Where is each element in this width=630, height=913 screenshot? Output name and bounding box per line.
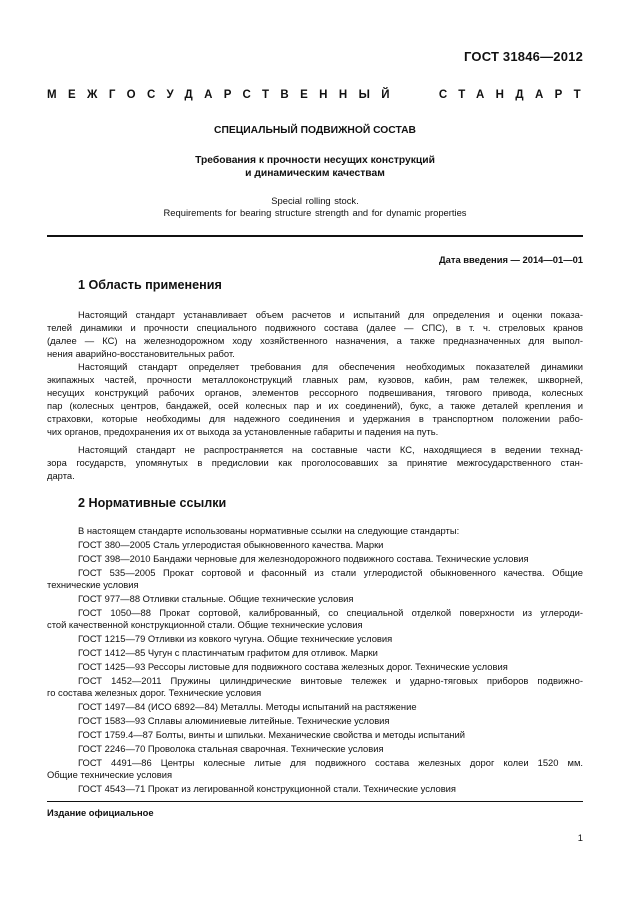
section-1-line: Настоящий стандарт не распространяется на составные части КС, находящиеся в ведении технад- <box>78 444 583 455</box>
standard-word-interstate: МЕЖГОСУДАРСТВЕННЫЙ <box>47 89 401 101</box>
reference-item: ГОСТ 2246—70 Проволока стальная сварочная. Технические условия <box>78 743 384 754</box>
reference-item-continuation: го состава железных дорог. Технические условия <box>47 687 262 698</box>
english-title-line-2: Requirements for bearing structure strength and for dynamic properties <box>163 207 467 218</box>
section-2-heading: 2 Нормативные ссылки <box>78 496 227 510</box>
page-number: 1 <box>577 832 583 843</box>
section-1-line: чих органов, предохранения их от выхода за установленные габариты и падения на путь. <box>47 426 439 437</box>
reference-item: ГОСТ 1425—93 Рессоры листовые для подвижного состава железных дорог. Технические условия <box>78 661 508 672</box>
reference-item: ГОСТ 1215—79 Отливки из ковкого чугуна. Общие технические условия <box>78 633 393 644</box>
section-2-line: В настоящем стандарте использованы нормативные ссылки на следующие стандарты: <box>78 525 460 536</box>
edition-label: Издание официальное <box>47 807 154 818</box>
reference-item: ГОСТ 1583—93 Сплавы алюминиевые литейные. Технические условия <box>78 715 390 726</box>
section-1-line: страховки, которые необходимы для надежного соединения и удержания в транспортном положении рабо- <box>47 413 583 424</box>
section-1-line: экипажных частей, прочности металлоконструкций главных рам, кузовов, кабин, рам тележек, шкворней, <box>47 374 583 385</box>
reference-item: ГОСТ 1412—85 Чугун с пластинчатым графитом для отливок. Марки <box>78 647 378 658</box>
section-1-line: нения аварийно-восстановительных работ. <box>47 348 235 359</box>
introduction-date: Дата введения — 2014—01—01 <box>438 254 583 265</box>
standard-type-line <box>47 89 592 101</box>
section-1-heading: 1 Область применения <box>78 278 222 292</box>
section-1-line: несущих конструкций рабочих органов, элементов рессорного подвешивания, тягового привода, колесных <box>47 387 583 398</box>
document-code: ГОСТ 31846—2012 <box>464 49 583 64</box>
reference-item: ГОСТ 4491—86 Центры колесные литые для подвижного состава железных дорог колеи 1520 мм. <box>78 757 583 768</box>
section-1-line: пар (колесных центров, бандажей, осей колесных пар и их соединений), букс, а также деталей крепления и <box>47 400 583 411</box>
reference-item: ГОСТ 398—2010 Бандажи черновые для железнодорожного подвижного состава. Технические условия <box>78 553 529 564</box>
section-1-line: дарта. <box>47 470 75 481</box>
section-1-line: Настоящий стандарт определяет требования для обеспечения необходимых показателей динамики <box>78 361 583 372</box>
reference-item-continuation: технические условия <box>47 579 139 590</box>
section-1-line: телей динамики и прочности специального подвижного состава (далее — СПС), в т. ч. стреловых кранов <box>47 322 583 333</box>
reference-item: ГОСТ 1050—88 Прокат сортовой, калиброванный, со специальной отделкой поверхности из углероди- <box>78 607 583 618</box>
document-subtitle-line-1: Требования к прочности несущих конструкций <box>195 155 435 166</box>
section-1-line: зора государств, упомянутых в предисловии как проголосовавших за принятие межгосударственного стан- <box>47 457 583 468</box>
document-title: СПЕЦИАЛЬНЫЙ ПОДВИЖНОЙ СОСТАВ <box>214 125 416 136</box>
reference-item: ГОСТ 1759.4—87 Болты, винты и шпильки. Механические свойства и методы испытаний <box>78 729 465 740</box>
reference-item: ГОСТ 977—88 Отливки стальные. Общие технические условия <box>78 593 354 604</box>
footer-divider <box>47 801 583 802</box>
reference-item: ГОСТ 535—2005 Прокат сортовой и фасонный из стали углеродистой обыкновенного качества. Общие <box>78 567 583 578</box>
document-subtitle-line-2: и динамическим качествам <box>245 168 385 179</box>
english-title-line-1: Special rolling stock. <box>271 195 359 206</box>
section-1-line: (далее — КС) на железнодорожном ходу хозяйственного назначения, а также предназначенных для выпол- <box>47 335 583 346</box>
title-divider <box>47 235 583 237</box>
reference-item: ГОСТ 1452—2011 Пружины цилиндрические винтовые тележек и ударно-тяговых приборов подвижно- <box>78 675 583 686</box>
reference-item: ГОСТ 380—2005 Сталь углеродистая обыкновенного качества. Марки <box>78 539 384 550</box>
reference-item-continuation: Общие технические условия <box>47 769 173 780</box>
section-1-line: Настоящий стандарт устанавливает объем расчетов и испытаний для определения и оценки показа- <box>78 309 583 320</box>
reference-item: ГОСТ 1497—84 (ИСО 6892—84) Металлы. Методы испытаний на растяжение <box>78 701 417 712</box>
reference-item: ГОСТ 4543—71 Прокат из легированной конструкционной стали. Технические условия <box>78 783 457 794</box>
standard-word-standard: СТАНДАРТ <box>438 89 592 101</box>
reference-item-continuation: стой качественной конструкционной стали. Общие технические условия <box>47 619 363 630</box>
